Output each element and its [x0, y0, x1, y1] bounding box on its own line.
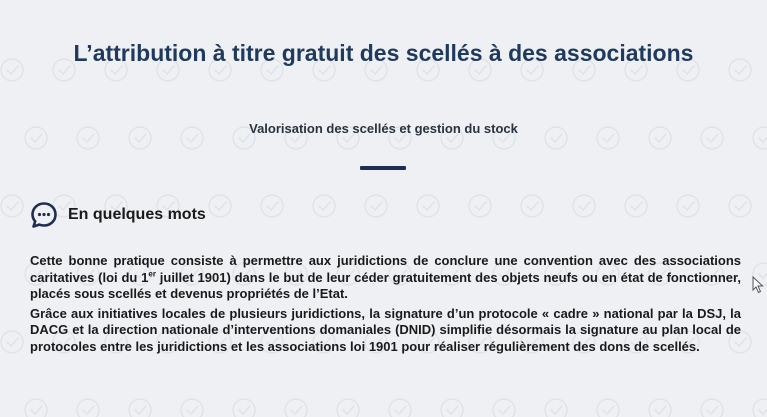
- ordinal-superscript: er: [148, 269, 156, 279]
- body-text: [30, 253, 741, 358]
- paragraph-2: Grâce aux initiatives locales de plusieurs juridictions, la signature d’un protocole « cadre » national par la DSJ, la DACG et la direction nationale d’interventions domaniales (DNID) simplifie désormais la signature au plan local de protocoles entre les juridictions et les associations loi 1901 pour réaliser régulièrement des dons de scellés.: [30, 305, 741, 354]
- paragraph-1-end: juillet 1901) dans le but de leur céder gratuitement des objets neufs ou en état de fonctionner, placés sous scellés et devenus propriétés de l’Etat.: [30, 269, 741, 301]
- paragraph-1: [30, 253, 741, 303]
- section-header: [30, 201, 206, 229]
- chat-bubble-icon: [30, 201, 58, 229]
- mouse-cursor-icon: [752, 276, 764, 294]
- paragraph-1-start: Cette bonne pratique consiste à permettre aux juridictions de conclure une convention avec des associations caritatives (loi du 1: [30, 253, 741, 285]
- title-divider: [360, 166, 406, 170]
- page-title: L’attribution à titre gratuit des scellés à des associations: [73, 40, 694, 66]
- page-subtitle: Valorisation des scellés et gestion du stock: [249, 121, 518, 136]
- section-title: En quelques mots: [68, 206, 206, 223]
